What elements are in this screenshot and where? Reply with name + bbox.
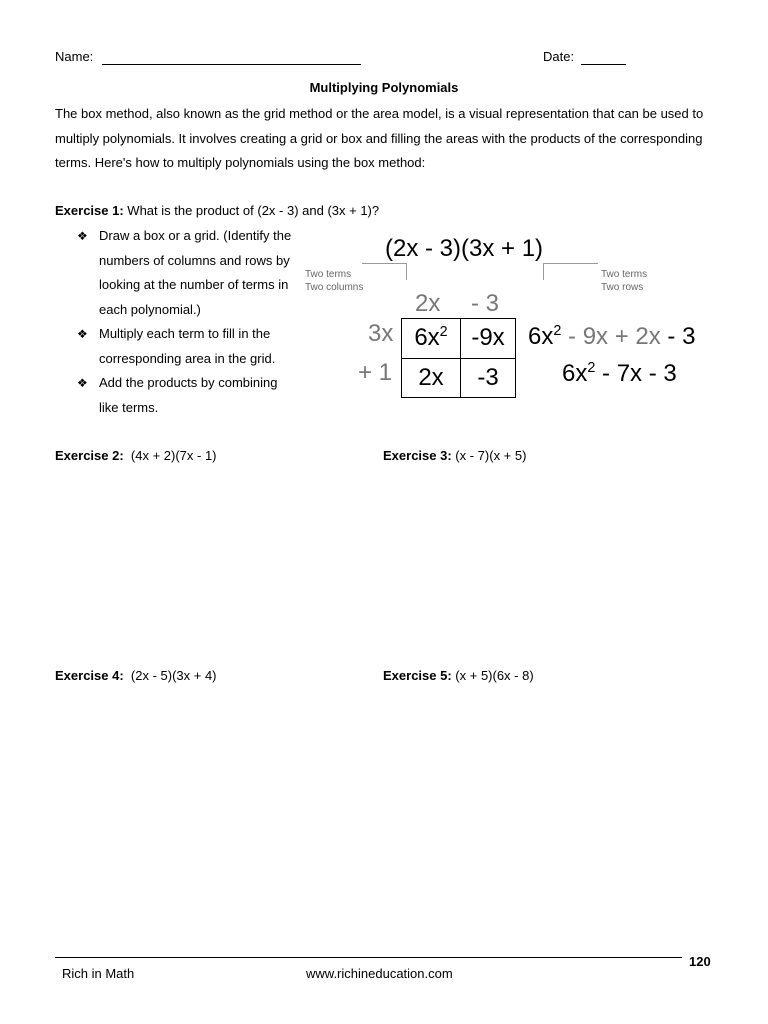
- sum-of-products: [528, 323, 695, 351]
- right-note: [601, 268, 647, 294]
- left-note: [305, 268, 363, 294]
- grid-cell-r2c1: 2x: [418, 364, 444, 391]
- polynomial-expression: (2x - 3)(3x + 1): [385, 235, 544, 262]
- exercise-4-label: Exercise 4:: [55, 668, 124, 683]
- footer-divider: [55, 957, 682, 958]
- right-note-bracket: [543, 263, 598, 280]
- result-term-1-exp: 2: [587, 360, 596, 376]
- right-note-line-1: Two terms: [601, 269, 648, 280]
- grid-horizontal-divider: [402, 358, 515, 359]
- exercise-1-text: What is the product of (2x - 3) and (3x + 1)?: [127, 203, 380, 218]
- column-header-1: 2x: [415, 290, 441, 317]
- result-rest: - 7x - 3: [595, 360, 677, 387]
- result-term-1-base: 6x: [562, 360, 588, 387]
- intro-paragraph: The box method, also known as the grid method or the area model, is a visual representation that can be used to multiply polynomials. It involves creating a grid or box and filling the areas with the products of the corresponding terms. Here's how to multiply polynomials using the box method:: [55, 106, 704, 170]
- left-note-line-2: Two columns: [305, 282, 364, 293]
- grid-cell-r1c1-base: 6x: [414, 324, 440, 351]
- exercise-3-problem: (x - 7)(x + 5): [455, 448, 527, 463]
- right-note-line-2: Two rows: [601, 282, 644, 293]
- step-item: [77, 322, 297, 371]
- date-blank[interactable]: [581, 64, 626, 65]
- name-label: Name:: [55, 49, 94, 64]
- exercise-1-label: Exercise 1:: [55, 203, 124, 218]
- page-title: Multiplying Polynomials: [309, 80, 459, 95]
- row-header-2: + 1: [358, 359, 393, 386]
- diamond-bullet-icon: ❖: [77, 229, 88, 243]
- sum-constant: - 3: [660, 323, 696, 350]
- row-header-1: 3x: [368, 320, 394, 347]
- date-label: Date:: [543, 49, 575, 64]
- grid-cell-r1c2: -9x: [471, 324, 505, 351]
- exercise-4-problem: (2x - 5)(3x + 4): [130, 668, 217, 683]
- sum-term-1-exp: 2: [553, 323, 562, 339]
- step-item: [77, 371, 297, 420]
- grid-cell-r1c1: [402, 324, 460, 352]
- exercise-5-problem: (x + 5)(6x - 8): [455, 668, 534, 683]
- steps-list: [77, 224, 297, 420]
- grid-cell-r1c1-exp: 2: [439, 324, 448, 340]
- exercise-3: [383, 448, 526, 463]
- simplified-result: [562, 360, 677, 388]
- exercise-2-label: Exercise 2:: [55, 448, 124, 463]
- area-model-grid: [401, 318, 516, 398]
- left-note-bracket: [362, 263, 407, 280]
- step-text: Add the products by combining like terms.: [99, 375, 278, 415]
- name-blank[interactable]: [102, 64, 361, 65]
- exercise-4: [55, 668, 217, 683]
- sum-middle-terms: - 9x + 2x: [561, 323, 661, 350]
- step-item: [77, 224, 297, 322]
- diamond-bullet-icon: ❖: [77, 376, 88, 390]
- exercise-3-label: Exercise 3:: [383, 448, 452, 463]
- footer-url: www.richineducation.com: [306, 966, 453, 981]
- diamond-bullet-icon: ❖: [77, 327, 88, 341]
- exercise-5: [383, 668, 534, 683]
- footer-brand: Rich in Math: [62, 966, 135, 981]
- exercise-1-question: [55, 203, 379, 218]
- step-text: Multiply each term to fill in the corresponding area in the grid.: [99, 326, 276, 366]
- grid-cell-r2c2: -3: [477, 364, 499, 391]
- sum-term-1-base: 6x: [528, 323, 554, 350]
- exercise-5-label: Exercise 5:: [383, 668, 452, 683]
- exercise-2-problem: (4x + 2)(7x - 1): [130, 448, 217, 463]
- step-text: Draw a box or a grid. (Identify the numbers of columns and rows by looking at the number of terms in each polynomial.): [99, 228, 292, 317]
- page-number: 120: [689, 954, 711, 969]
- left-note-line-1: Two terms: [305, 269, 352, 280]
- exercise-2: [55, 448, 217, 463]
- column-header-2: - 3: [471, 290, 500, 317]
